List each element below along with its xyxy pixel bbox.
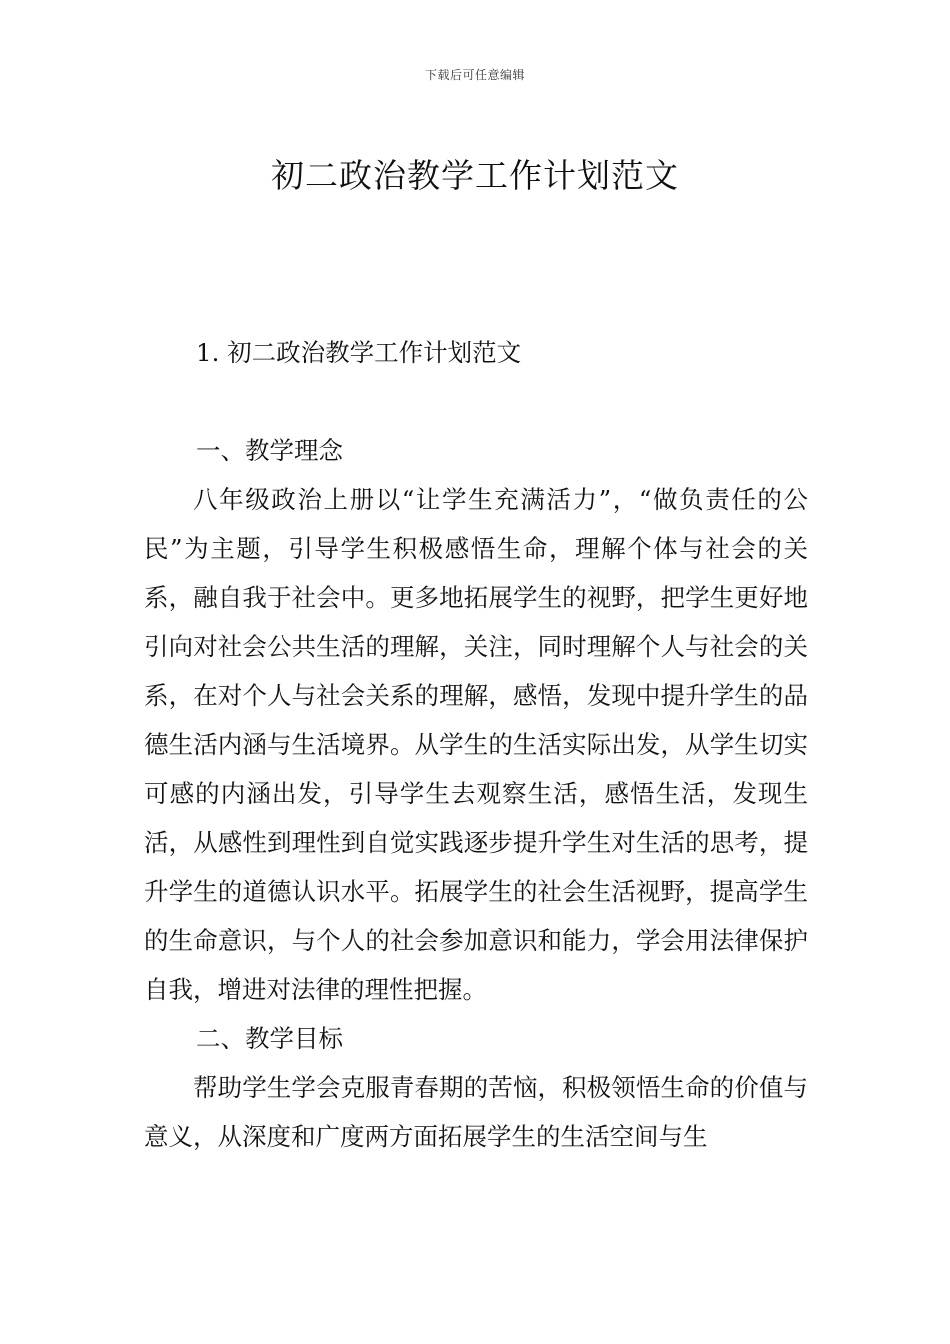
section-title: 1. 初二政治教学工作计划范文: [196, 338, 522, 367]
header-note: 下载后可任意编辑: [424, 68, 525, 82]
section-1-paragraph: 八年级政治上册以“让学生充满活力”，“做负责任的公民”为主题，引导学生积极感悟生命，理解个体与社会的关系，融自我于社会中。更多地拓展学生的视野，把学生更好地引向对社会公共生活的理解，关注，同时理解个人与社会的关系，在对个人与社会关系的理解，感悟，发现中提升学生的品德生活内涵与生活境界。从学生的生活实际出发，从学生切实可感的内涵出发，引导学生去观察生活，感悟生活，发现生活，从感性到理性到自觉实践逐步提升学生对生活的思考，提升学生的道德认识水平。拓展学生的社会生活视野，提高学生的生命意识，与个人的社会参加意识和能力，学会用法律保护自我，增进对法律的理性把握。: [144, 485, 808, 1004]
document-title: 初二政治教学工作计划范文: [271, 156, 679, 196]
section-2: [144, 1014, 808, 1161]
document-body: [144, 328, 808, 1161]
section-2-paragraph: 帮助学生学会克服青春期的苦恼，积极领悟生命的价值与意义，从深度和广度两方面拓展学生的生活空间与生: [144, 1073, 808, 1151]
section-2-heading: 二、教学目标: [196, 1024, 343, 1053]
section-1-heading: 一、教学理念: [196, 436, 343, 465]
section-1: [144, 426, 808, 1014]
